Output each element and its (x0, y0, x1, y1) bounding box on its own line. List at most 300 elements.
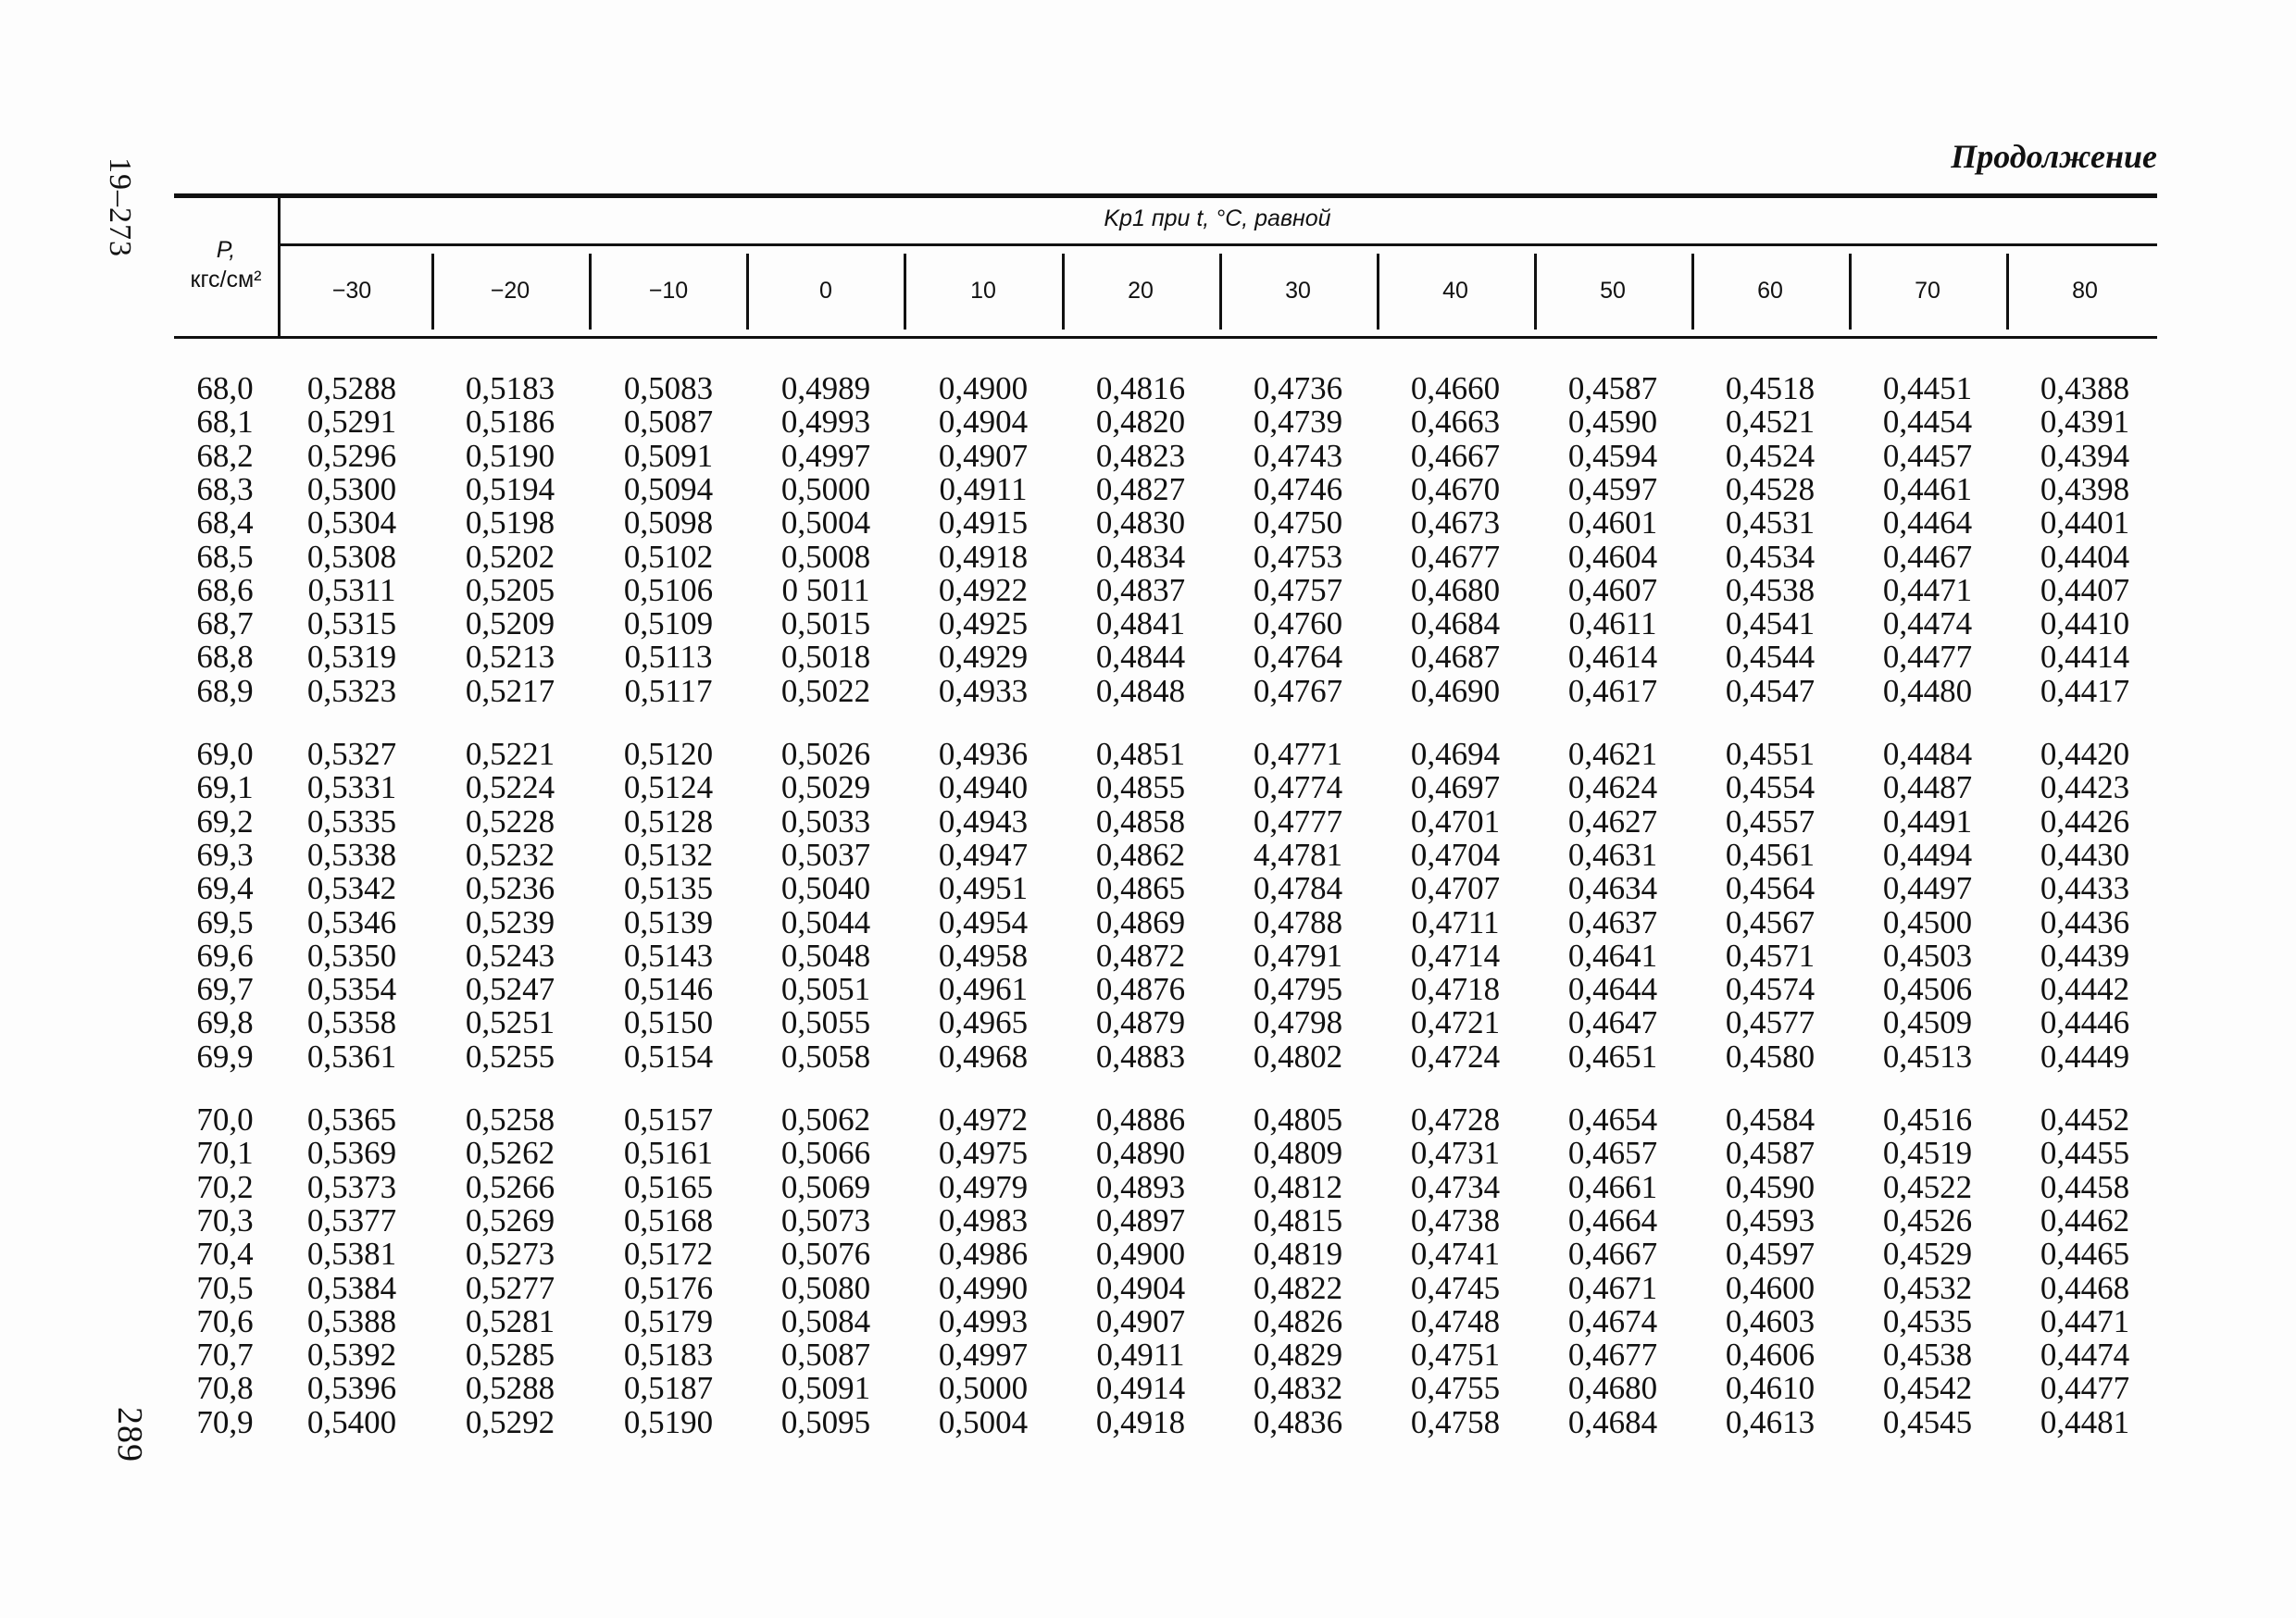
column-separator (589, 254, 592, 330)
value-cell: 0,5150 (623, 1004, 714, 1041)
value-cell: 0,4455 (2040, 1135, 2130, 1172)
value-cell: 0,4743 (1253, 437, 1343, 474)
value-cell: 0,4454 (1882, 404, 1973, 441)
value-cell: 0,5232 (465, 836, 555, 873)
value-cell: 0,4879 (1095, 1004, 1186, 1041)
temperature-header-cell: 20 (1128, 278, 1154, 304)
temperature-header-cell: 10 (970, 278, 996, 304)
value-cell: 0,5224 (465, 769, 555, 806)
value-cell: 0,4826 (1253, 1302, 1343, 1339)
value-cell: 0,4494 (1882, 836, 1973, 873)
value-cell: 0,4788 (1253, 903, 1343, 940)
value-cell: 0,4532 (1882, 1269, 1973, 1306)
value-cell: 0,5087 (780, 1337, 871, 1374)
value-cell: 0,5113 (624, 639, 713, 676)
pressure-cell: 69,7 (196, 971, 254, 1008)
value-cell: 0,4667 (1410, 437, 1501, 474)
value-cell: 0,5288 (306, 370, 397, 406)
value-cell: 0,5354 (306, 971, 397, 1008)
value-cell: 0,4420 (2040, 736, 2130, 772)
value-cell: 0,4439 (2040, 937, 2130, 974)
value-cell: 0,4915 (938, 504, 1029, 541)
value-cell: 0,4816 (1095, 370, 1186, 406)
value-cell: 0,4531 (1725, 504, 1816, 541)
value-cell: 0,4538 (1725, 571, 1816, 608)
value-cell: 0,5346 (306, 903, 397, 940)
value-cell: 0,4734 (1410, 1168, 1501, 1205)
pressure-cell: 69,5 (196, 903, 254, 940)
value-cell: 0,4474 (1882, 605, 1973, 642)
value-cell: 0,4947 (938, 836, 1029, 873)
value-cell: 0,4574 (1725, 971, 1816, 1008)
pressure-cell: 68,3 (196, 470, 254, 507)
value-cell: 0,4624 (1567, 769, 1658, 806)
side-code: 19–273 (103, 157, 137, 257)
value-cell: 0,5037 (780, 836, 871, 873)
column-separator (1534, 254, 1537, 330)
pressure-cell: 69,6 (196, 937, 254, 974)
value-cell: 0,4983 (938, 1201, 1029, 1238)
pressure-cell: 68,8 (196, 639, 254, 676)
value-cell: 0,5040 (780, 870, 871, 907)
value-cell: 0,4961 (938, 971, 1029, 1008)
value-cell: 0,4907 (938, 437, 1029, 474)
value-cell: 0,4832 (1253, 1370, 1343, 1407)
value-cell: 0,5157 (623, 1101, 714, 1138)
value-cell: 0,4680 (1567, 1370, 1658, 1407)
value-cell: 0,4767 (1253, 672, 1343, 709)
value-cell: 0,5198 (465, 504, 555, 541)
value-cell: 0,5084 (780, 1302, 871, 1339)
value-cell: 0,4677 (1410, 538, 1501, 575)
value-cell: 0,4451 (1882, 370, 1973, 406)
value-cell: 0,4739 (1253, 404, 1343, 441)
value-cell: 0,4404 (2040, 538, 2130, 575)
value-cell: 0,5361 (306, 1038, 397, 1075)
pressure-cell: 68,2 (196, 437, 254, 474)
value-cell: 0,4468 (2040, 1269, 2130, 1306)
value-cell: 0,5342 (306, 870, 397, 907)
value-cell: 0,4477 (2040, 1370, 2130, 1407)
value-cell: 0,5135 (623, 870, 714, 907)
value-cell: 0,5236 (465, 870, 555, 907)
value-cell: 0,4480 (1882, 672, 1973, 709)
value-cell: 0,4755 (1410, 1370, 1501, 1407)
value-cell: 0,5076 (780, 1236, 871, 1273)
value-cell: 0,5358 (306, 1004, 397, 1041)
value-cell: 0,4746 (1253, 470, 1343, 507)
value-cell: 0,4869 (1095, 903, 1186, 940)
value-cell: 0,4972 (938, 1101, 1029, 1138)
value-cell: 0,5190 (623, 1403, 714, 1440)
value-cell: 0,4580 (1725, 1038, 1816, 1075)
value-cell: 0,4812 (1253, 1168, 1343, 1205)
value-cell: 0,4758 (1410, 1403, 1501, 1440)
value-cell: 0,5022 (780, 672, 871, 709)
value-cell: 0,5183 (465, 370, 555, 406)
value-cell: 0,5120 (623, 736, 714, 772)
value-cell: 0,5266 (465, 1168, 555, 1205)
value-cell: 0,4918 (938, 538, 1029, 575)
value-cell: 0,4542 (1882, 1370, 1973, 1407)
value-cell: 0,4933 (938, 672, 1029, 709)
value-cell: 0,5365 (306, 1101, 397, 1138)
pressure-cell: 70,6 (196, 1302, 254, 1339)
value-cell: 0,4458 (2040, 1168, 2130, 1205)
value-cell: 0,5288 (465, 1370, 555, 1407)
value-cell: 0,4477 (1882, 639, 1973, 676)
temperature-header-cell: −30 (331, 278, 372, 304)
value-cell: 0,5384 (306, 1269, 397, 1306)
value-cell: 0,5400 (306, 1403, 397, 1440)
value-cell: 0,4925 (938, 605, 1029, 642)
value-cell: 0,4446 (2040, 1004, 2130, 1041)
value-cell: 0,4398 (2040, 470, 2130, 507)
value-cell: 0,4637 (1567, 903, 1658, 940)
value-cell: 0,4660 (1410, 370, 1501, 406)
pressure-cell: 68,6 (196, 571, 254, 608)
value-cell: 0,4593 (1725, 1201, 1816, 1238)
value-cell: 0,5243 (465, 937, 555, 974)
value-cell: 0,4829 (1253, 1337, 1343, 1374)
value-cell: 0,4627 (1567, 803, 1658, 840)
value-cell: 0,4954 (938, 903, 1029, 940)
value-cell: 0,4423 (2040, 769, 2130, 806)
value-cell: 0,4657 (1567, 1135, 1658, 1172)
value-cell: 0,4841 (1095, 605, 1186, 642)
value-cell: 0,4557 (1725, 803, 1816, 840)
value-cell: 0,4561 (1725, 836, 1816, 873)
value-cell: 0,5109 (623, 605, 714, 642)
value-cell: 0,4509 (1882, 1004, 1973, 1041)
value-cell: 0,5319 (306, 639, 397, 676)
value-cell: 0,5098 (623, 504, 714, 541)
header-bottom-rule (174, 336, 2157, 339)
value-cell: 0,4718 (1410, 971, 1501, 1008)
value-cell: 0,5091 (623, 437, 714, 474)
value-cell: 0,4541 (1725, 605, 1816, 642)
value-cell: 0,4721 (1410, 1004, 1501, 1041)
k-header: Kp1 при t, °C, равной (1104, 205, 1331, 231)
value-cell: 0,5165 (623, 1168, 714, 1205)
value-cell: 0,4606 (1725, 1337, 1816, 1374)
value-cell: 0,4862 (1095, 836, 1186, 873)
value-cell: 0,4900 (1095, 1236, 1186, 1273)
value-cell: 0,5000 (938, 1370, 1029, 1407)
value-cell: 0,5217 (465, 672, 555, 709)
value-cell: 0,4513 (1882, 1038, 1973, 1075)
value-cell: 0,4872 (1095, 937, 1186, 974)
value-cell: 0,4462 (2040, 1201, 2130, 1238)
value-cell: 0,4594 (1567, 437, 1658, 474)
pressure-cell: 70,8 (196, 1370, 254, 1407)
column-separator (1691, 254, 1694, 330)
value-cell: 0,4471 (2040, 1302, 2130, 1339)
value-cell: 0,4943 (938, 803, 1029, 840)
value-cell: 0,5073 (780, 1201, 871, 1238)
value-cell: 0,5202 (465, 538, 555, 575)
value-cell: 0,4827 (1095, 470, 1186, 507)
temperature-header-cell: −10 (648, 278, 689, 304)
value-cell: 0,4597 (1567, 470, 1658, 507)
value-cell: 0,4538 (1882, 1337, 1973, 1374)
value-cell: 0,4526 (1882, 1201, 1973, 1238)
value-cell: 0,4604 (1567, 538, 1658, 575)
value-cell: 0,5055 (780, 1004, 871, 1041)
value-cell: 0,4848 (1095, 672, 1186, 709)
value-cell: 0,4802 (1253, 1038, 1343, 1075)
value-cell: 0,4936 (938, 736, 1029, 772)
pressure-header-p: P, (216, 237, 236, 263)
value-cell: 0,5172 (623, 1236, 714, 1273)
pressure-cell: 70,5 (196, 1269, 254, 1306)
value-cell: 0,4491 (1882, 803, 1973, 840)
value-cell: 0,5209 (465, 605, 555, 642)
value-cell: 0,4822 (1253, 1269, 1343, 1306)
value-cell: 0,5205 (465, 571, 555, 608)
value-cell: 0,4601 (1567, 504, 1658, 541)
value-cell: 0,5008 (780, 538, 871, 575)
value-cell: 0,5069 (780, 1168, 871, 1205)
value-cell: 0,4436 (2040, 903, 2130, 940)
value-cell: 0,5331 (306, 769, 397, 806)
value-cell: 0,4584 (1725, 1101, 1816, 1138)
value-cell: 0,5026 (780, 736, 871, 772)
value-cell: 0,4467 (1882, 538, 1973, 575)
value-cell: 0,4858 (1095, 803, 1186, 840)
value-cell: 0,4684 (1410, 605, 1501, 642)
value-cell: 0,4809 (1253, 1135, 1343, 1172)
pressure-cell: 70,0 (196, 1101, 254, 1138)
header-inner-rule (278, 243, 2157, 246)
value-cell: 0,4567 (1725, 903, 1816, 940)
value-cell: 0,4621 (1567, 736, 1658, 772)
value-cell: 0,5269 (465, 1201, 555, 1238)
value-cell: 0,4851 (1095, 736, 1186, 772)
value-cell: 0,4958 (938, 937, 1029, 974)
value-cell: 0,5273 (465, 1236, 555, 1273)
value-cell: 0,5187 (623, 1370, 714, 1407)
column-separator (1219, 254, 1222, 330)
value-cell: 0,4965 (938, 1004, 1029, 1041)
value-cell: 0,5033 (780, 803, 871, 840)
value-cell: 0,5315 (306, 605, 397, 642)
temperature-header-cell: 60 (1757, 278, 1783, 304)
value-cell: 0,4687 (1410, 639, 1501, 676)
column-separator (746, 254, 749, 330)
value-cell: 0,4741 (1410, 1236, 1501, 1273)
value-cell: 0,5161 (623, 1135, 714, 1172)
value-cell: 0,5350 (306, 937, 397, 974)
value-cell: 0,5247 (465, 971, 555, 1008)
value-cell: 0,5080 (780, 1269, 871, 1306)
column-separator (431, 254, 434, 330)
value-cell: 0,4823 (1095, 437, 1186, 474)
value-cell: 0,4644 (1567, 971, 1658, 1008)
value-cell: 0,5062 (780, 1101, 871, 1138)
value-cell: 0,4590 (1725, 1168, 1816, 1205)
pressure-cell: 69,8 (196, 1004, 254, 1041)
value-cell: 0,5004 (780, 504, 871, 541)
value-cell: 0,4641 (1567, 937, 1658, 974)
value-cell: 0,4757 (1253, 571, 1343, 608)
pressure-cell: 70,9 (196, 1403, 254, 1440)
value-cell: 0,4457 (1882, 437, 1973, 474)
value-cell: 0,4820 (1095, 404, 1186, 441)
pressure-cell: 70,7 (196, 1337, 254, 1374)
value-cell: 0,4388 (2040, 370, 2130, 406)
value-cell: 0,4407 (2040, 571, 2130, 608)
temperature-header-cell: 50 (1600, 278, 1626, 304)
value-cell: 0,4764 (1253, 639, 1343, 676)
value-cell: 0,5221 (465, 736, 555, 772)
value-cell: 0,5102 (623, 538, 714, 575)
value-cell: 0,5186 (465, 404, 555, 441)
value-cell: 0,4760 (1253, 605, 1343, 642)
value-cell: 0,4774 (1253, 769, 1343, 806)
value-cell: 0,4433 (2040, 870, 2130, 907)
table-top-rule (174, 193, 2157, 198)
value-cell: 0,5143 (623, 937, 714, 974)
temperature-header-cell: 40 (1442, 278, 1468, 304)
value-cell: 0,5258 (465, 1101, 555, 1138)
value-cell: 0,4738 (1410, 1201, 1501, 1238)
pressure-cell: 69,9 (196, 1038, 254, 1075)
value-cell: 0,4544 (1725, 639, 1816, 676)
value-cell: 0,5066 (780, 1135, 871, 1172)
pressure-header-unit: кгс/см² (190, 267, 262, 292)
value-cell: 0,4663 (1410, 404, 1501, 441)
temperature-header-cell: 70 (1915, 278, 1940, 304)
value-cell: 0,5176 (623, 1269, 714, 1306)
page-number: 289 (110, 1407, 149, 1462)
value-cell: 0,4571 (1725, 937, 1816, 974)
value-cell: 0,5228 (465, 803, 555, 840)
pressure-cell: 70,3 (196, 1201, 254, 1238)
value-cell: 0,4545 (1882, 1403, 1973, 1440)
value-cell: 0,4461 (1882, 470, 1973, 507)
column-separator (2006, 254, 2009, 330)
value-cell: 0,4506 (1882, 971, 1973, 1008)
value-cell: 0,4442 (2040, 971, 2130, 1008)
pressure-cell: 68,7 (196, 605, 254, 642)
value-cell: 0,4929 (938, 639, 1029, 676)
value-cell: 0,5327 (306, 736, 397, 772)
value-cell: 0,5095 (780, 1403, 871, 1440)
value-cell: 0,5000 (780, 470, 871, 507)
value-cell: 0,4795 (1253, 971, 1343, 1008)
value-cell: 0,5262 (465, 1135, 555, 1172)
value-cell: 0,4883 (1095, 1038, 1186, 1075)
value-cell: 0,4819 (1253, 1236, 1343, 1273)
temperature-header-cell: −20 (490, 278, 530, 304)
value-cell: 0,4968 (938, 1038, 1029, 1075)
value-cell: 0,4907 (1095, 1302, 1186, 1339)
pressure-cell: 70,1 (196, 1135, 254, 1172)
pressure-cell: 68,4 (196, 504, 254, 541)
value-cell: 0,4674 (1567, 1302, 1658, 1339)
value-cell: 0,5190 (465, 437, 555, 474)
pressure-cell: 68,0 (196, 370, 254, 406)
value-cell: 0,4430 (2040, 836, 2130, 873)
value-cell: 0,4484 (1882, 736, 1973, 772)
value-cell: 0,4865 (1095, 870, 1186, 907)
value-cell: 0,4791 (1253, 937, 1343, 974)
pressure-cell: 69,3 (196, 836, 254, 873)
value-cell: 0,4664 (1567, 1201, 1658, 1238)
value-cell: 0,4391 (2040, 404, 2130, 441)
value-cell: 0,5381 (306, 1236, 397, 1273)
value-cell: 0,4979 (938, 1168, 1029, 1205)
value-cell: 0,5044 (780, 903, 871, 940)
value-cell: 0,4911 (1096, 1337, 1185, 1374)
value-cell: 0,5304 (306, 504, 397, 541)
value-cell: 0,5392 (306, 1337, 397, 1374)
value-cell: 0,4522 (1882, 1168, 1973, 1205)
value-cell: 0,4518 (1725, 370, 1816, 406)
value-cell: 0,4503 (1882, 937, 1973, 974)
value-cell: 0,5335 (306, 803, 397, 840)
value-cell: 0,4394 (2040, 437, 2130, 474)
value-cell: 0,5277 (465, 1269, 555, 1306)
value-cell: 0,5051 (780, 971, 871, 1008)
value-cell: 0,4918 (1095, 1403, 1186, 1440)
value-cell: 0,4417 (2040, 672, 2130, 709)
value-cell: 0,5083 (623, 370, 714, 406)
value-cell: 0,4904 (938, 404, 1029, 441)
value-cell: 0,4837 (1095, 571, 1186, 608)
column-separator (904, 254, 906, 330)
value-cell: 0,4534 (1725, 538, 1816, 575)
value-cell: 0,4521 (1725, 404, 1816, 441)
value-cell: 0,4694 (1410, 736, 1501, 772)
continuation-label: Продолжение (1951, 138, 2157, 175)
value-cell: 0,4815 (1253, 1201, 1343, 1238)
value-cell: 0,4990 (938, 1269, 1029, 1306)
pressure-cell: 69,0 (196, 736, 254, 772)
temperature-header-cell: 30 (1285, 278, 1311, 304)
pressure-cell: 68,5 (196, 538, 254, 575)
value-cell: 0,5338 (306, 836, 397, 873)
value-cell: 0,4607 (1567, 571, 1658, 608)
value-cell: 0,4834 (1095, 538, 1186, 575)
value-cell: 0,4697 (1410, 769, 1501, 806)
value-cell: 0,4711 (1411, 903, 1500, 940)
value-cell: 0,4600 (1725, 1269, 1816, 1306)
value-cell: 0,4667 (1567, 1236, 1658, 1273)
value-cell: 0,5373 (306, 1168, 397, 1205)
value-cell: 0,4777 (1253, 803, 1343, 840)
value-cell: 0,5124 (623, 769, 714, 806)
value-cell: 0 5011 (781, 571, 870, 608)
value-cell: 0,5183 (623, 1337, 714, 1374)
value-cell: 0,4529 (1882, 1236, 1973, 1273)
value-cell: 0,5179 (623, 1302, 714, 1339)
value-cell: 0,4736 (1253, 370, 1343, 406)
value-cell: 0,5146 (623, 971, 714, 1008)
value-cell: 0,4714 (1410, 937, 1501, 974)
value-cell: 0,4798 (1253, 1004, 1343, 1041)
value-cell: 4,4781 (1253, 836, 1343, 873)
value-cell: 0,4728 (1410, 1101, 1501, 1138)
value-cell: 0,4951 (938, 870, 1029, 907)
value-cell: 0,4993 (938, 1302, 1029, 1339)
value-cell: 0,5323 (306, 672, 397, 709)
temperature-header-cell: 0 (819, 278, 832, 304)
value-cell: 0,4611 (1568, 605, 1657, 642)
value-cell: 0,5004 (938, 1403, 1029, 1440)
value-cell: 0,5292 (465, 1403, 555, 1440)
